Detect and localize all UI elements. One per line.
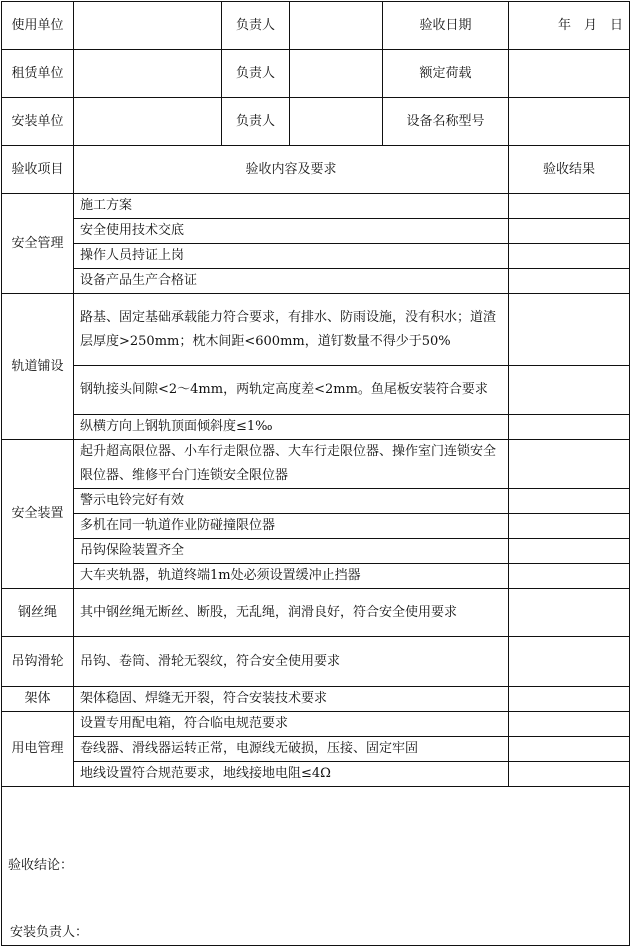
column-header-row — [2, 146, 630, 194]
item-content: 起升超高限位器、小车行走限位器、大车行走限位器、操作室门连锁安全限位器、维修平台门连锁安全限位器 — [74, 440, 509, 489]
table-row — [2, 637, 630, 687]
item-content: 操作人员持证上岗 — [74, 244, 509, 269]
header-load-value[interactable] — [509, 50, 630, 98]
item-content: 地线设置符合规范要求，地线接地电阻≤4Ω — [74, 762, 509, 787]
header-model-value[interactable] — [509, 98, 630, 146]
conclusion-label: 验收结论： — [8, 858, 74, 873]
table-row — [2, 712, 630, 737]
table-row — [2, 687, 630, 712]
result-cell[interactable] — [509, 687, 630, 712]
result-cell[interactable] — [509, 440, 630, 489]
item-content: 大车夹轨器，轨道终端1m处必须设置缓冲止挡器 — [74, 564, 509, 589]
header-field-label: 设备名称型号 — [383, 98, 509, 146]
header-value-cell[interactable] — [74, 2, 222, 50]
table-row — [2, 762, 630, 787]
table-row — [2, 415, 630, 440]
table-row — [2, 269, 630, 294]
section-label-hook-pulley: 吊钩滑轮 — [2, 637, 74, 687]
result-cell[interactable] — [509, 514, 630, 539]
conclusion-row — [2, 787, 630, 946]
section-label-track-laying: 轨道铺设 — [2, 294, 74, 440]
section-label-safety-management: 安全管理 — [2, 194, 74, 294]
item-content: 纵横方向上钢轨顶面倾斜度≤1‰ — [74, 415, 509, 440]
table-row — [2, 194, 630, 219]
header-label: 使用单位 — [2, 2, 74, 50]
table-row — [2, 514, 630, 539]
result-cell[interactable] — [509, 244, 630, 269]
result-cell[interactable] — [509, 637, 630, 687]
result-cell[interactable] — [509, 269, 630, 294]
result-cell[interactable] — [509, 294, 630, 366]
result-cell[interactable] — [509, 737, 630, 762]
header-row-user-unit — [2, 2, 630, 50]
table-row — [2, 564, 630, 589]
header-date-value[interactable]: 年 月 日 — [509, 2, 630, 50]
item-content: 其中钢丝绳无断丝、断股，无乱绳，润滑良好，符合安全使用要求 — [74, 589, 509, 637]
table-row — [2, 366, 630, 415]
table-row — [2, 440, 630, 489]
result-cell[interactable] — [509, 589, 630, 637]
item-content: 设备产品生产合格证 — [74, 269, 509, 294]
item-content: 卷线器、滑线器运转正常，电源线无破损，压接、固定牢固 — [74, 737, 509, 762]
result-cell[interactable] — [509, 219, 630, 244]
item-content: 设置专用配电箱，符合临电规范要求 — [74, 712, 509, 737]
header-value-cell[interactable] — [74, 98, 222, 146]
section-label-power-management: 用电管理 — [2, 712, 74, 787]
header-person-label: 负责人 — [222, 98, 290, 146]
column-header-result: 验收结果 — [509, 146, 630, 194]
table-row — [2, 244, 630, 269]
header-person-label: 负责人 — [222, 2, 290, 50]
header-field-label: 额定荷载 — [383, 50, 509, 98]
item-content: 警示电铃完好有效 — [74, 489, 509, 514]
column-header-item: 验收项目 — [2, 146, 74, 194]
install-signer-label: 安装负责人： — [10, 925, 89, 940]
item-content: 施工方案 — [74, 194, 509, 219]
table-row — [2, 489, 630, 514]
header-person-label: 负责人 — [222, 50, 290, 98]
item-content: 吊钩、卷筒、滑轮无裂纹，符合安全使用要求 — [74, 637, 509, 687]
item-content: 多机在同一轨道作业防碰撞限位器 — [74, 514, 509, 539]
header-value-cell[interactable] — [74, 50, 222, 98]
item-content: 架体稳固、焊缝无开裂，符合安装技术要求 — [74, 687, 509, 712]
acceptance-form-table — [1, 1, 630, 946]
conclusion-cell[interactable] — [2, 787, 630, 946]
item-content: 安全使用技术交底 — [74, 219, 509, 244]
table-row — [2, 219, 630, 244]
result-cell[interactable] — [509, 539, 630, 564]
item-content: 路基、固定基础承载能力符合要求，有排水、防雨设施，没有积水；道渣层厚度>250mm；枕木间距<600mm，道钉数量不得少于50% — [74, 294, 509, 366]
result-cell[interactable] — [509, 415, 630, 440]
header-row-install-unit — [2, 98, 630, 146]
item-content: 钢轨接头间隙<2～4mm，两轨定高度差<2mm。鱼尾板安装符合要求 — [74, 366, 509, 415]
section-label-frame: 架体 — [2, 687, 74, 712]
header-field-label: 验收日期 — [383, 2, 509, 50]
result-cell[interactable] — [509, 762, 630, 787]
header-row-rental-unit — [2, 50, 630, 98]
table-row — [2, 737, 630, 762]
header-person-cell[interactable] — [290, 98, 383, 146]
section-label-wire-rope: 钢丝绳 — [2, 589, 74, 637]
table-row — [2, 539, 630, 564]
result-cell[interactable] — [509, 194, 630, 219]
result-cell[interactable] — [509, 489, 630, 514]
column-header-content: 验收内容及要求 — [74, 146, 509, 194]
table-row — [2, 294, 630, 366]
result-cell[interactable] — [509, 366, 630, 415]
header-person-cell[interactable] — [290, 2, 383, 50]
item-content: 吊钩保险装置齐全 — [74, 539, 509, 564]
header-label: 租赁单位 — [2, 50, 74, 98]
result-cell[interactable] — [509, 564, 630, 589]
section-label-safety-devices: 安全装置 — [2, 440, 74, 589]
result-cell[interactable] — [509, 712, 630, 737]
table-row — [2, 589, 630, 637]
header-person-cell[interactable] — [290, 50, 383, 98]
header-label: 安装单位 — [2, 98, 74, 146]
